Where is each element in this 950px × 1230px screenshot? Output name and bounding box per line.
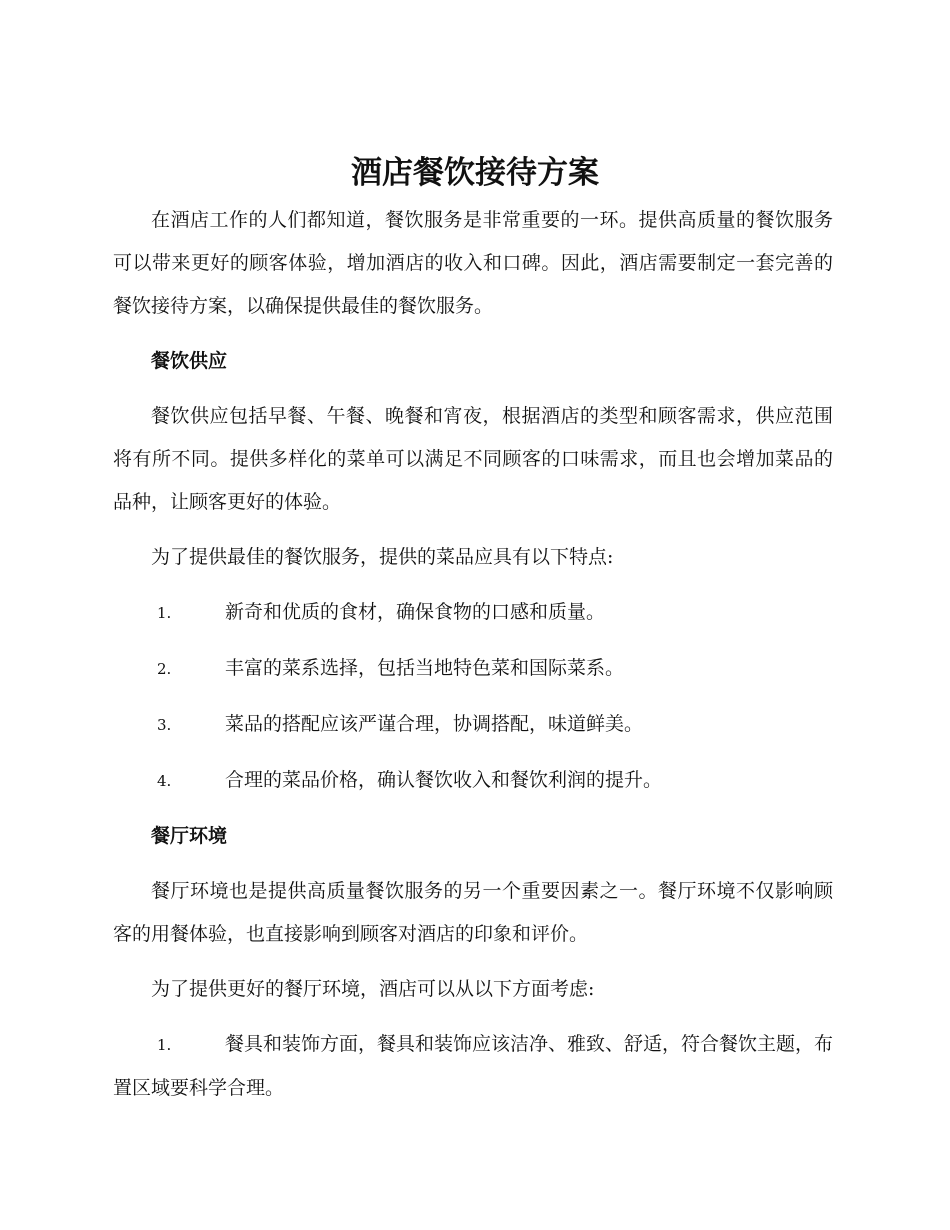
list-item	[113, 591, 833, 635]
list-text: 合理的菜品价格，确认餐饮收入和餐饮利润的提升。	[225, 769, 663, 791]
list-item	[113, 1023, 833, 1110]
list-number: 1.	[157, 604, 172, 622]
food-features-intro: 为了提供最佳的餐饮服务，提供的菜品应具有以下特点:	[151, 546, 614, 568]
environment-paragraph: 餐厅环境也是提供高质量餐饮服务的另一个重要因素之一。餐厅环境不仅影响顾客的用餐体验，也直接影响到顾客对酒店的印象和评价。	[113, 880, 833, 945]
document-title: 酒店餐饮接待方案	[351, 155, 599, 191]
list-item	[113, 759, 833, 803]
list-number: 4.	[157, 772, 172, 790]
environment-aspects-intro: 为了提供更好的餐厅环境，酒店可以从以下方面考虑:	[151, 978, 595, 1000]
list-text: 新奇和优质的食材，确保食物的口感和质量。	[225, 601, 606, 623]
list-number: 3.	[157, 716, 172, 734]
list-text: 菜品的搭配应该严谨合理，协调搭配，味道鲜美。	[225, 713, 644, 735]
list-item	[113, 647, 833, 691]
document-body	[113, 199, 833, 1122]
section-heading-food-supply: 餐饮供应	[151, 350, 228, 372]
list-item	[113, 703, 833, 747]
food-supply-paragraph: 餐饮供应包括早餐、午餐、晚餐和宵夜，根据酒店的类型和顾客需求，供应范围将有所不同。提供多样化的菜单可以满足不同顾客的口味需求，而且也会增加菜品的品种，让顾客更好的体验。	[113, 405, 833, 513]
list-text: 餐具和装饰方面，餐具和装饰应该洁净、雅致、舒适，符合餐饮主题，布置区域要科学合理。	[113, 1033, 834, 1099]
list-text: 丰富的菜系选择，包括当地特色菜和国际菜系。	[225, 657, 625, 679]
list-number: 2.	[157, 660, 172, 678]
intro-paragraph: 在酒店工作的人们都知道，餐饮服务是非常重要的一环。提供高质量的餐饮服务可以带来更好的顾客体验，增加酒店的收入和口碑。因此，酒店需要制定一套完善的餐饮接待方案，以确保提供最佳的餐饮服务。	[113, 209, 833, 317]
list-number: 1.	[157, 1036, 172, 1054]
section-heading-restaurant-environment: 餐厅环境	[151, 825, 228, 847]
